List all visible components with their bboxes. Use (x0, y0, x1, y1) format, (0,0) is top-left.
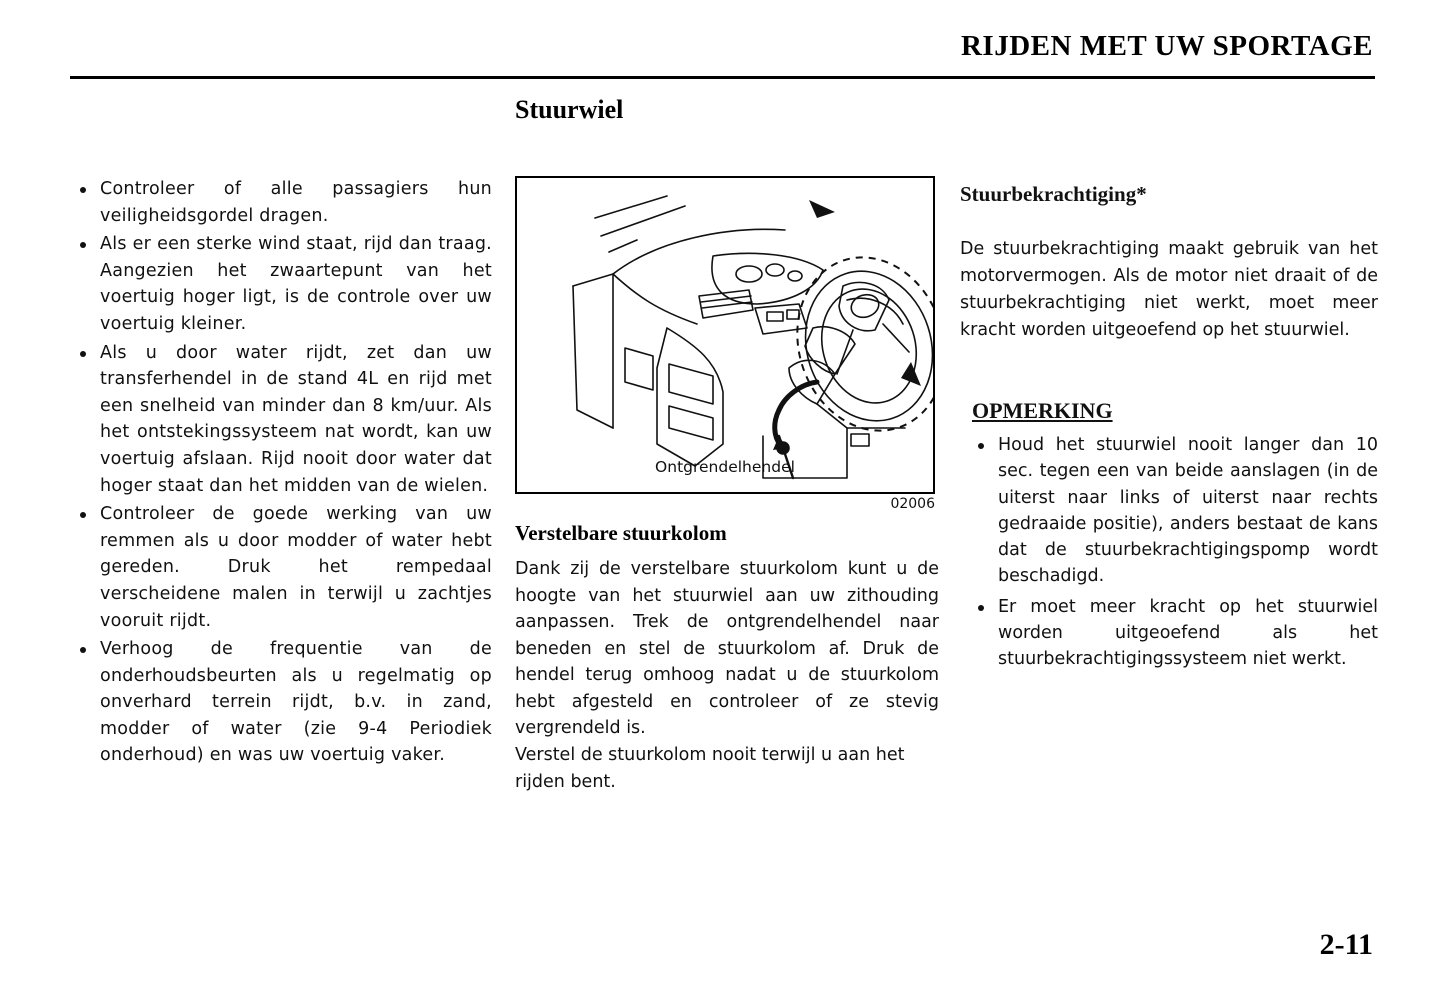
left-column (72, 176, 492, 771)
list-item: Er moet meer kracht op het stuurwiel worden uitgeoefend als het stuurbekrachtigingssysteem niet werkt. (972, 594, 1378, 673)
figure-caption: Ontgrendelhendel (655, 458, 795, 476)
right-column-paragraph: De stuurbekrachtiging maakt gebruik van het motorvermogen. Als de motor niet draait of de stuurbekrachtiging niet werkt, moet meer kracht worden uitgeoefend op het stuurwiel. (960, 239, 1378, 341)
list-item: Als u door water rijdt, zet dan uw transferhendel in de stand 4L en rijd met een snelheid van minder dan 8 km/uur. Als het ontstekingssysteem nat wordt, kan uw voertuig afslaan. Rijd nooit door water dat hoger staat dan het midden van de wielen. (72, 340, 492, 500)
list-item: Houd het stuurwiel nooit langer dan 10 sec. tegen een van beide aanslagen (in de uiterst naar links of uiterst naar rechts gedraaide positie), anders bestaat de kans dat de stuurbekrachtigingspomp wordt beschadigd. (972, 432, 1378, 590)
list-item: Als er een sterke wind staat, rijd dan traag. Aangezien het zwaartepunt van het voertuig hoger ligt, is de controle over uw voertuig kleiner. (72, 231, 492, 337)
list-item: Controleer de goede werking van uw remmen als u door modder of water hebt gereden. Druk het rempedaal verscheidene malen in terwijl u zachtjes vooruit rijdt. (72, 501, 492, 634)
left-bullet-list (72, 176, 492, 769)
dashboard-illustration-svg (517, 178, 933, 492)
paragraph: Dank zij de verstelbare stuurkolom kunt u de hoogte van het stuurwiel aan uw zithouding aanpassen. Trek de ontgrendelhendel naar beneden en stel de stuurkolom af. Druk de hendel terug omhoog nadat u de stuurkolom hebt afgesteld en controleer of ze stevig vergrendeld is. (515, 558, 939, 739)
list-item: Verhoog de frequentie van de onderhoudsbeurten als u regelmatig op onverhard terrein rijdt, b.v. in zand, modder of water (zie 9-4 Periodiek onderhoud) en was uw voertuig vaker. (72, 636, 492, 769)
page-number: 2-11 (1319, 928, 1373, 961)
steering-column-figure (515, 176, 935, 494)
figure-code: 02006 (890, 496, 935, 512)
page-title: Stuurwiel (515, 95, 624, 124)
list-item: Controleer of alle passagiers hun veiligheidsgordel dragen. (72, 176, 492, 229)
header-divider (70, 76, 1375, 79)
paragraph: Verstel de stuurkolom nooit terwijl u aan het rijden bent. (515, 745, 905, 792)
middle-column-heading: Verstelbare stuurkolom (515, 521, 727, 545)
right-column-heading: Stuurbekrachtiging* (960, 182, 1147, 206)
middle-column (515, 518, 939, 795)
note-title: OPMERKING (972, 398, 1113, 423)
note-list (972, 432, 1378, 676)
page-header-title: RIJDEN MET UW SPORTAGE (960, 30, 1373, 62)
